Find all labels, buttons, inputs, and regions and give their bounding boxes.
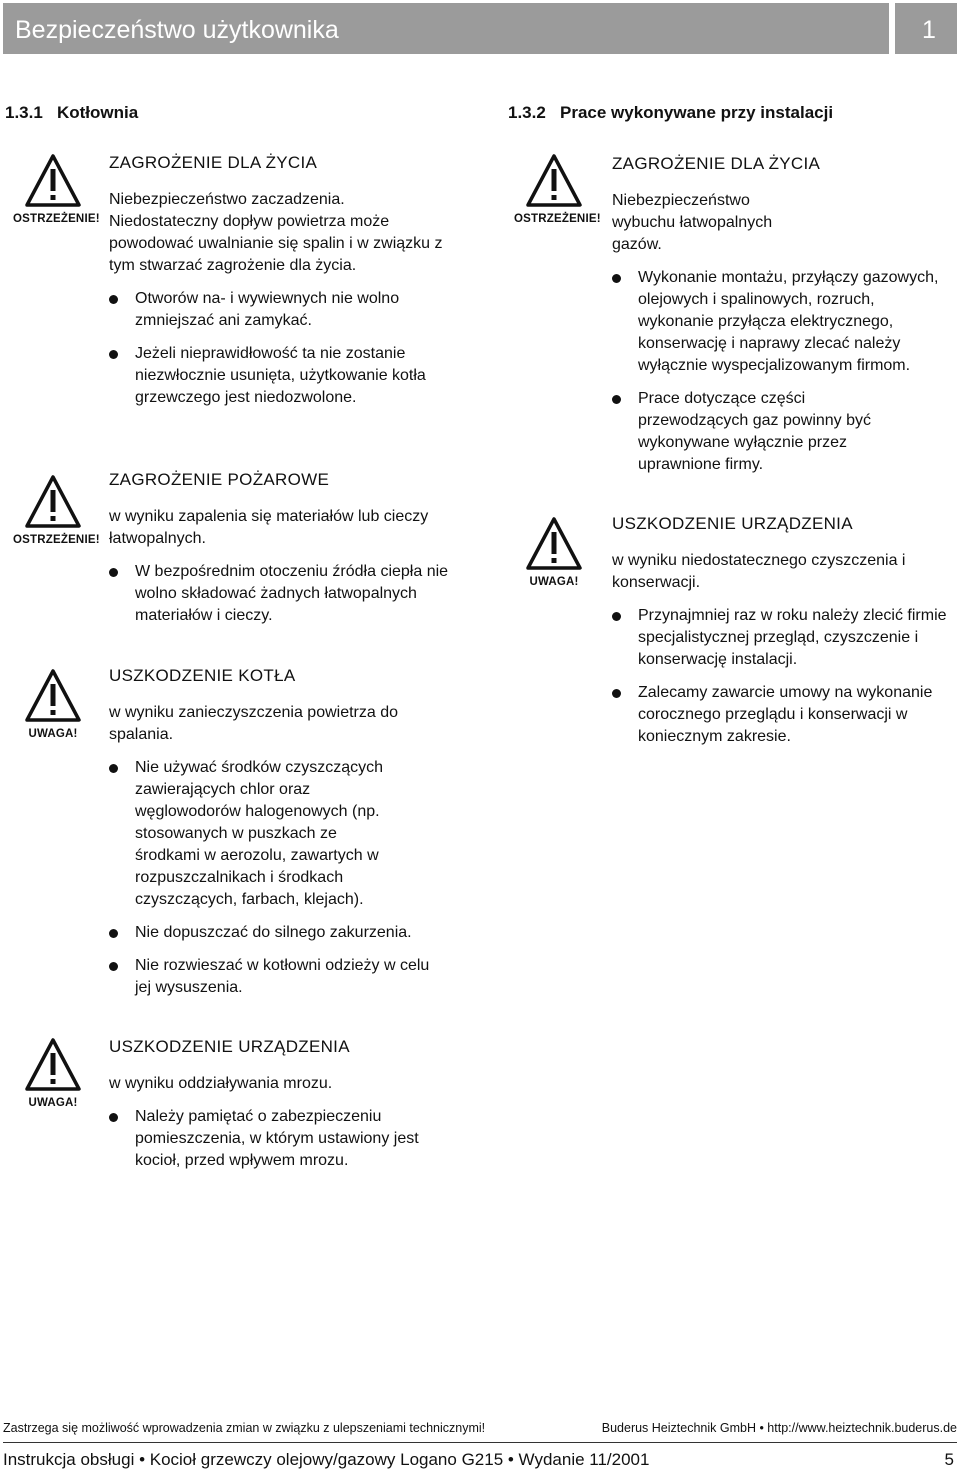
warning-label: OSTRZEŻENIE!: [13, 534, 100, 546]
hazard-block-maintenance: [612, 514, 957, 759]
warning-triangle-icon: [24, 474, 82, 530]
footer-disclaimer: Zastrzega się możliwość wprowadzenia zmian w związku z ulepszeniami technicznymi!: [3, 1421, 486, 1435]
instruction-list: [612, 605, 957, 748]
chapter-header-bar: [3, 3, 889, 54]
footer-company: Buderus Heiztechnik GmbH • http://www.heiztechnik.buderus.de: [601, 1421, 957, 1435]
hazard-intro: w wyniku oddziaływania mrozu.: [109, 1075, 333, 1092]
hazard-heading: ZAGROŻENIE POŻAROWE: [109, 470, 330, 489]
warning-triangle-icon: [525, 516, 583, 572]
caution-label: UWAGA!: [28, 728, 78, 740]
hazard-block-boiler: [109, 666, 464, 1010]
hazard-block-frost: [109, 1037, 454, 1183]
warning-label: OSTRZEŻENIE!: [13, 213, 100, 225]
warning-label: OSTRZEŻENIE!: [514, 213, 601, 225]
caution-icon-block: [13, 1037, 93, 1109]
list-item: Przynajmniej raz w roku należy zlecić firmie specjalistycznej przegląd, czyszczenie i konserwację instalacji.: [612, 605, 957, 671]
instruction-list: [109, 561, 454, 627]
caution-icon-block: [514, 516, 594, 588]
caution-label: UWAGA!: [529, 576, 579, 588]
chapter-title: Bezpieczeństwo użytkownika: [15, 16, 339, 44]
instruction-list: [612, 267, 952, 476]
list-item: Nie używać środków czyszczących zawierających chlor oraz węglowodorów halogenowych (np. stosowanych w puszkach ze środkami w aerozolu, zawartych w rozpuszczalnikach i środkach czyszczących, farbach, klejach).: [109, 757, 464, 911]
hazard-heading: ZAGROŻENIE DLA ŻYCIA: [109, 153, 318, 172]
warning-icon-block: [514, 153, 601, 225]
hazard-intro: w wyniku zapalenia się materiałów lub cieczy łatwopalnych.: [109, 508, 429, 547]
hazard-block-life: [109, 153, 454, 420]
hazard-heading: USZKODZENIE URZĄDZENIA: [612, 514, 853, 533]
warning-triangle-icon: [24, 1037, 82, 1093]
chapter-number: 1: [922, 16, 936, 44]
warning-icon-block: [13, 474, 100, 546]
footer-divider: [3, 1442, 957, 1443]
warning-icon-block: [13, 153, 100, 225]
list-item: Zalecamy zawarcie umowy na wykonanie corocznego przeglądu i konserwacji w koniecznym zakresie.: [612, 682, 957, 748]
warning-triangle-icon: [24, 668, 82, 724]
hazard-heading: ZAGROŻENIE DLA ŻYCIA: [612, 154, 821, 173]
section-name: Kotłownia: [56, 103, 139, 122]
hazard-block-explosion: [612, 154, 952, 487]
page-number: 5: [944, 1450, 954, 1469]
hazard-block-fire: [109, 470, 454, 638]
hazard-intro: Niebezpieczeństwo zaczadzenia. Niedostateczny dopływ powietrza może powodować uwalnianie się spalin i w związku z tym stwarzać zagrożenie dla życia.: [109, 191, 443, 274]
list-item: Prace dotyczące części przewodzących gaz powinny być wykonywane wyłącznie przez uprawnione firmy.: [612, 388, 952, 476]
caution-label: UWAGA!: [28, 1097, 78, 1109]
hazard-intro: w wyniku niedostatecznego czyszczenia i konserwacji.: [612, 552, 906, 591]
section-title-right: [508, 103, 833, 123]
hazard-intro: w wyniku zanieczyszczenia powietrza do spalania.: [109, 704, 399, 743]
instruction-list: [109, 757, 464, 999]
list-item: W bezpośrednim otoczeniu źródła ciepła nie wolno składować żadnych łatwopalnych materiałów i cieczy.: [109, 561, 454, 627]
section-name: Prace wykonywane przy instalacji: [559, 103, 834, 122]
warning-triangle-icon: [24, 153, 82, 209]
footer-document-title: Instrukcja obsługi • Kocioł grzewczy olejowy/gazowy Logano G215 • Wydanie 11/2001: [3, 1450, 650, 1469]
section-title-left: [5, 103, 138, 123]
list-item: Nie dopuszczać do silnego zakurzenia.: [109, 922, 464, 944]
hazard-heading: USZKODZENIE KOTŁA: [109, 666, 296, 685]
warning-triangle-icon: [525, 153, 583, 209]
instruction-list: [109, 1106, 454, 1172]
hazard-intro: Niebezpieczeństwo wybuchu łatwopalnych gazów.: [612, 192, 773, 253]
hazard-heading: USZKODZENIE URZĄDZENIA: [109, 1037, 350, 1056]
list-item: Otworów na- i wywiewnych nie wolno zmniejszać ani zamykać.: [109, 288, 454, 332]
list-item: Jeżeli nieprawidłowość ta nie zostanie niezwłocznie usunięta, użytkowanie kotła grzewczego jest niedozwolone.: [109, 343, 454, 409]
chapter-number-box: [895, 3, 957, 54]
section-number: 1.3.1: [5, 103, 43, 122]
list-item: Należy pamiętać o zabezpieczeniu pomieszczenia, w którym ustawiony jest kocioł, przed wpływem mrozu.: [109, 1106, 454, 1172]
section-number: 1.3.2: [508, 103, 546, 122]
instruction-list: [109, 288, 454, 409]
caution-icon-block: [13, 668, 93, 740]
list-item: Wykonanie montażu, przyłączy gazowych, olejowych i spalinowych, rozruch, wykonanie przyłącza elektrycznego, konserwację i naprawy zlecać należy wyłącznie wyspecjalizowanym firmom.: [612, 267, 952, 377]
list-item: Nie rozwieszać w kotłowni odzieży w celu jej wysuszenia.: [109, 955, 464, 999]
